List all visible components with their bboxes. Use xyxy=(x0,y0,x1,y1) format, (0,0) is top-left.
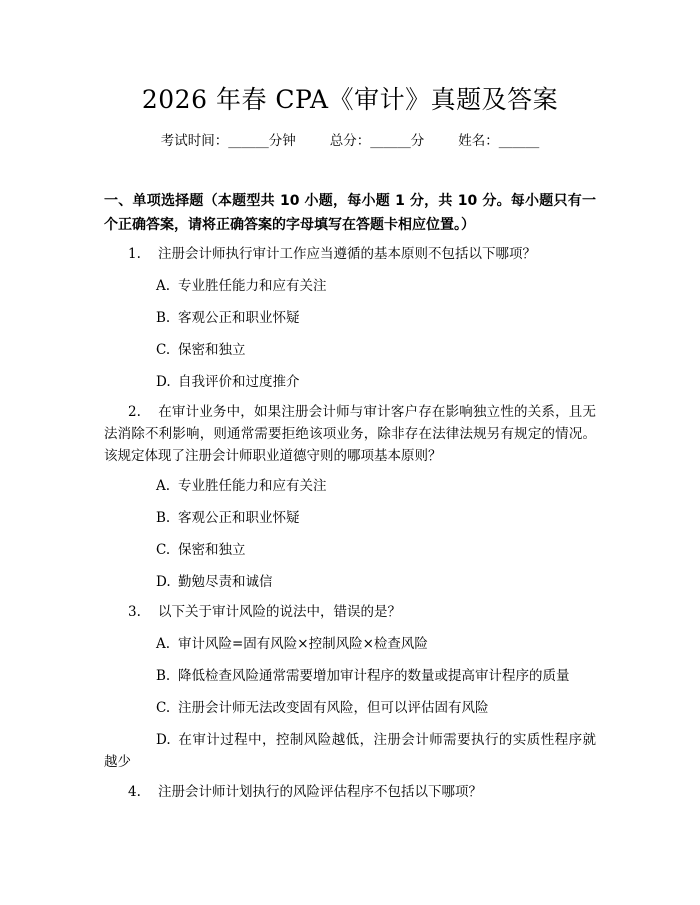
exam-meta xyxy=(0,131,700,151)
option-2a xyxy=(104,475,596,497)
option-letter: D. xyxy=(156,374,171,390)
option-3b xyxy=(104,665,596,687)
option-text: 降低检查风险通常需要增加审计程序的数量或提高审计程序的质量 xyxy=(178,668,570,684)
option-text: 客观公正和职业怀疑 xyxy=(178,510,300,526)
option-2b xyxy=(104,507,596,529)
option-letter: A. xyxy=(156,636,171,652)
option-text: 在审计过程中，控制风险越低，注册会计师需要执行的实质性程序就越少 xyxy=(104,732,596,770)
option-1c xyxy=(104,339,596,361)
option-3c xyxy=(104,697,596,719)
option-text: 专业胜任能力和应有关注 xyxy=(178,278,327,294)
option-letter: D. xyxy=(156,732,171,748)
option-3a xyxy=(104,633,596,655)
total-score-field: 总分：______分 xyxy=(329,133,425,149)
option-letter: A. xyxy=(156,478,171,494)
question-4 xyxy=(104,781,596,803)
option-text: 勤勉尽责和诚信 xyxy=(178,574,273,590)
option-1b xyxy=(104,307,596,329)
option-text: 注册会计师无法改变固有风险，但可以评估固有风险 xyxy=(178,700,489,716)
question-number: 3. xyxy=(128,604,141,620)
option-letter: D. xyxy=(156,574,171,590)
question-number: 1. xyxy=(128,246,141,262)
section-heading: 一、单项选择题（本题型共 10 小题，每小题 1 分，共 10 分。每小题只有一个正确答案，请将正确答案的字母填写在答题卡相应位置。） xyxy=(104,193,596,233)
question-3 xyxy=(104,601,596,623)
option-1d xyxy=(104,371,596,393)
option-letter: C. xyxy=(156,342,171,358)
option-letter: A. xyxy=(156,278,171,294)
option-1a xyxy=(104,275,596,297)
option-text: 自我评价和过度推介 xyxy=(178,374,300,390)
question-text: 在审计业务中，如果注册会计师与审计客户存在影响独立性的关系，且无法消除不利影响，则通常需要拒绝该项业务，除非存在法律法规另有规定的情况。该规定体现了注册会计师职业道德守则的哪项基本原则？ xyxy=(104,404,596,464)
option-2d xyxy=(104,571,596,593)
question-text: 注册会计师执行审计工作应当遵循的基本原则不包括以下哪项？ xyxy=(158,246,536,262)
option-letter: C. xyxy=(156,700,171,716)
question-text: 注册会计师计划执行的风险评估程序不包括以下哪项？ xyxy=(158,784,482,800)
question-number: 4. xyxy=(128,784,141,800)
question-number: 2. xyxy=(128,404,141,420)
option-text: 专业胜任能力和应有关注 xyxy=(178,478,327,494)
option-letter: B. xyxy=(156,668,171,684)
option-letter: B. xyxy=(156,510,171,526)
option-3d xyxy=(104,729,596,773)
question-2 xyxy=(104,401,596,467)
option-text: 保密和独立 xyxy=(178,342,246,358)
option-letter: B. xyxy=(156,310,171,326)
option-text: 保密和独立 xyxy=(178,542,246,558)
exam-time-field: 考试时间：______分钟 xyxy=(160,133,296,149)
name-field: 姓名：______ xyxy=(458,133,540,149)
question-1 xyxy=(104,243,596,265)
option-2c xyxy=(104,539,596,561)
document-title: 2026 年春 CPA《审计》真题及答案 xyxy=(141,85,559,114)
question-text: 以下关于审计风险的说法中，错误的是？ xyxy=(158,604,401,620)
option-text: 审计风险=固有风险×控制风险×检查风险 xyxy=(178,636,428,652)
option-letter: C. xyxy=(156,542,171,558)
option-text: 客观公正和职业怀疑 xyxy=(178,310,300,326)
